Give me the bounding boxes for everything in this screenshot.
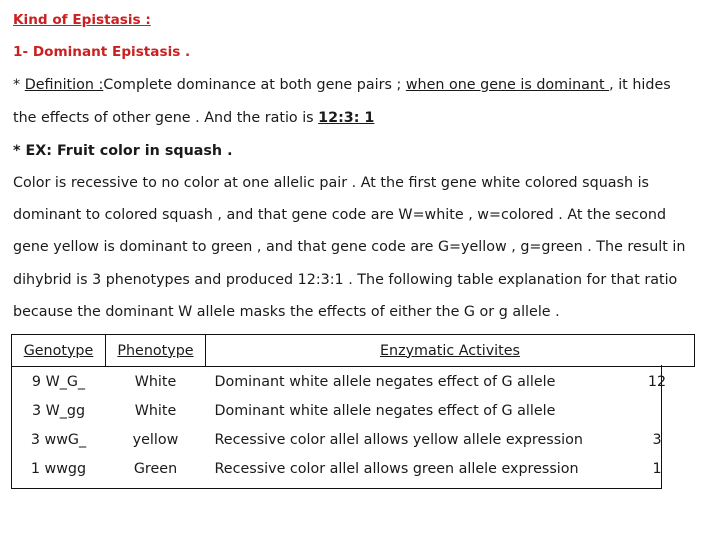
definition-prefix: * <box>13 77 25 93</box>
table-row <box>12 367 695 397</box>
definition-line-2 <box>13 109 374 127</box>
paragraph-line-1: Color is recessive to no color at one allelic pair . At the first gene white colored squash is <box>13 175 649 191</box>
paragraph-line-4: dihybrid is 3 phenotypes and produced 12:3:1 . The following table explanation for that ratio <box>13 272 678 288</box>
cell-phenotype: Green <box>133 460 178 477</box>
cell-phenotype: White <box>134 402 177 419</box>
definition-text-end: , it hides <box>609 77 671 93</box>
definition-ratio: 12:3: 1 <box>318 110 375 126</box>
cell-ratio <box>620 396 695 425</box>
example-title: * EX: Fruit color in squash . <box>13 143 233 159</box>
cell-ratio: 3 <box>652 431 662 448</box>
cell-genotype: 3 wwG_ <box>30 431 87 448</box>
header-enzymatic-activities: Enzymatic Activites <box>206 335 695 367</box>
cell-phenotype: yellow <box>132 431 179 448</box>
paragraph-line-5: because the dominant W allele masks the effects of either the G or g allele . <box>13 304 560 320</box>
cell-genotype: 9 W_G_ <box>31 373 86 390</box>
table-row <box>12 396 695 425</box>
cell-activity: Recessive color allel allows yellow allele expression <box>214 431 583 448</box>
section-title: 1- Dominant Epistasis . <box>13 44 191 60</box>
paragraph-line-3: gene yellow is dominant to green , and that gene code are G=yellow , g=green . The result in <box>13 239 686 255</box>
epistasis-table <box>11 334 695 483</box>
table-row <box>12 425 695 454</box>
paragraph-line-2: dominant to colored squash , and that gene code are W=white , w=colored . At the second <box>13 207 667 223</box>
cell-ratio: 1 <box>652 460 662 477</box>
header-phenotype: Phenotype <box>106 335 206 367</box>
definition-label: Definition : <box>24 77 104 93</box>
definition-emphasis: when one gene is dominant <box>405 77 610 93</box>
definition-text: Complete dominance at both gene pairs ; <box>103 77 406 93</box>
cell-phenotype: White <box>134 373 177 390</box>
cell-activity: Dominant white allele negates effect of G allele <box>214 373 556 390</box>
cell-genotype: 1 wwgg <box>30 460 87 477</box>
table-row <box>12 454 695 483</box>
cell-genotype: 3 W_gg <box>31 402 86 419</box>
cell-activity: Recessive color allel allows green allele expression <box>214 460 579 477</box>
cell-activity: Dominant white allele negates effect of G allele <box>214 402 556 419</box>
header-genotype: Genotype <box>12 335 106 367</box>
definition-ratio-text: the effects of other gene . And the ratio is <box>13 110 319 126</box>
page-heading: Kind of Epistasis : <box>13 12 151 28</box>
cell-ratio: 12 <box>647 373 667 390</box>
table-header-row <box>12 335 695 367</box>
definition-line <box>13 76 671 94</box>
